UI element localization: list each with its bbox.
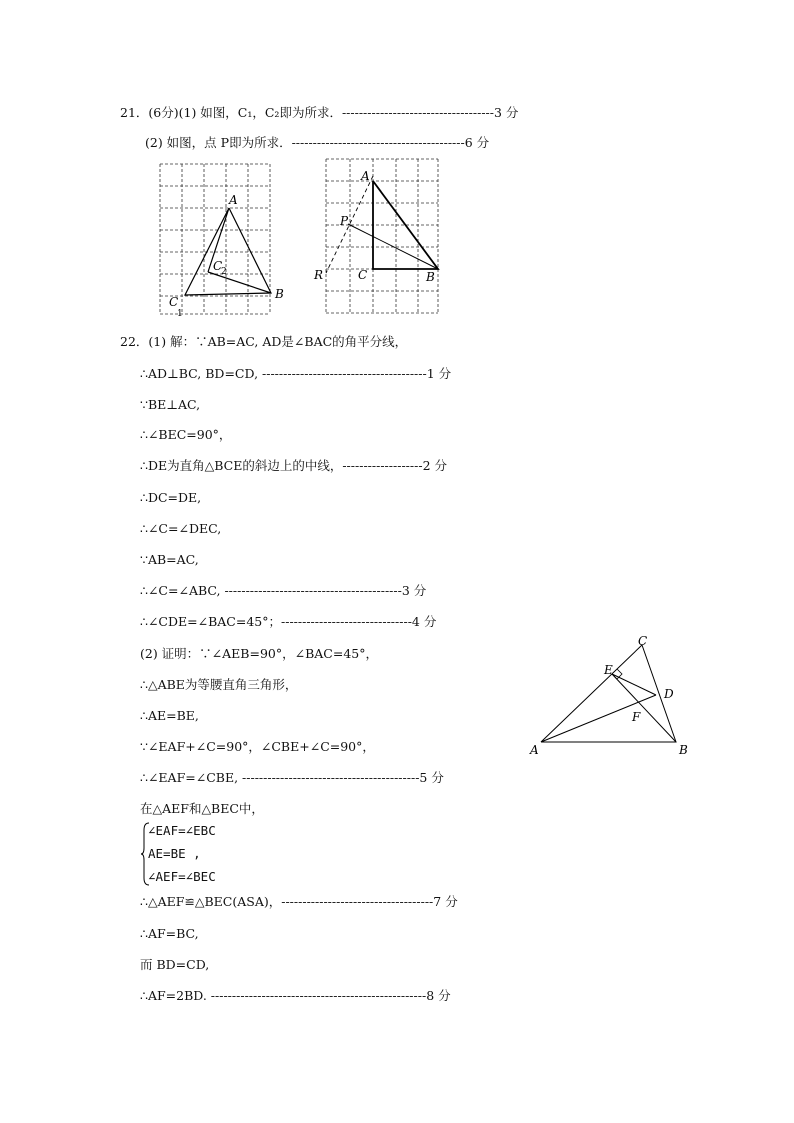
fig3-label-f: F xyxy=(632,710,641,724)
fig1-label-a: A xyxy=(229,193,238,207)
fig2-label-c: C xyxy=(358,268,368,282)
q22-after-2: 而 BD=CD, xyxy=(140,957,210,972)
system-line-0: ∠EAF=∠EBC xyxy=(148,823,216,838)
q22-after-1: ∴AF=BC, xyxy=(140,926,199,941)
fig3-label-a: A xyxy=(530,743,539,757)
q22-line-12: ∴AE=BE, xyxy=(140,708,199,723)
q22-after-0: ∴△AEF≌△BEC(ASA)，------------------------------------7 分 xyxy=(140,894,458,909)
q22-line-2: ∵BE⊥AC, xyxy=(140,397,201,412)
q22-line-14: ∴∠EAF=∠CBE, ------------------------------------------5 分 xyxy=(140,770,444,785)
fig1-label-c1-sub: 1 xyxy=(177,309,183,319)
fig2-label-b: B xyxy=(426,270,435,284)
fig3-label-c: C xyxy=(638,634,648,648)
q22-line-8: ∴∠C=∠ABC, ------------------------------------------3 分 xyxy=(140,583,427,598)
q22-line-13: ∵∠EAF+∠C=90°，∠CBE+∠C=90°， xyxy=(140,739,375,754)
q21-figure-2 xyxy=(312,155,447,320)
fig1-label-c1: C xyxy=(169,295,179,309)
system-line-1: AE=BE , xyxy=(148,846,201,861)
q22-line-15: 在△AEF和△BEC中， xyxy=(140,801,264,816)
q21-line2: (2) 如图，点 P即为所求．-----------------------------------------6 分 xyxy=(145,135,490,150)
q21-figure-1 xyxy=(155,160,284,320)
fig3-label-e: E xyxy=(604,663,613,677)
fig2-label-a: A xyxy=(361,169,370,183)
q22-after-3: ∴AF=2BD. ---------------------------------------------------8 分 xyxy=(140,988,451,1003)
fig1-label-b: B xyxy=(275,287,284,301)
fig3-label-b: B xyxy=(679,743,688,757)
system-line-2: ∠AEF=∠BEC xyxy=(148,869,216,884)
fig1-label-c2-sub: 2 xyxy=(221,267,227,277)
q22-line-11: ∴△ABE为等腰直角三角形， xyxy=(140,677,298,692)
fig2-label-r: R xyxy=(314,268,324,282)
q22-line-5: ∴DC=DE, xyxy=(140,490,202,505)
q21-line1: 21．(6分)(1) 如图，C₁，C₂即为所求．------------------------------------3 分 xyxy=(120,105,519,120)
fig2-label-p: P xyxy=(340,214,349,228)
fig1-label-c2: C xyxy=(213,259,223,273)
q22-line-10: (2) 证明：∵∠AEB=90°，∠BAC=45°， xyxy=(140,646,379,661)
q22-line-6: ∴∠C=∠DEC, xyxy=(140,521,222,536)
q22-line-4: ∴DE为直角△BCE的斜边上的中线，-------------------2 分 xyxy=(140,458,447,473)
q22-line-7: ∵AB=AC, xyxy=(140,552,199,567)
q22-figure xyxy=(525,632,700,762)
fig3-label-d: D xyxy=(664,687,674,701)
q22-line-9: ∴∠CDE=∠BAC=45°；-------------------------------4 分 xyxy=(140,614,437,629)
q22-line-3: ∴∠BEC=90°， xyxy=(140,427,232,442)
q22-line-1: ∴AD⊥BC, BD=CD, ---------------------------------------1 分 xyxy=(140,366,452,381)
q22-line-0: 22．(1) 解：∵AB=AC, AD是∠BAC的角平分线， xyxy=(120,334,408,349)
